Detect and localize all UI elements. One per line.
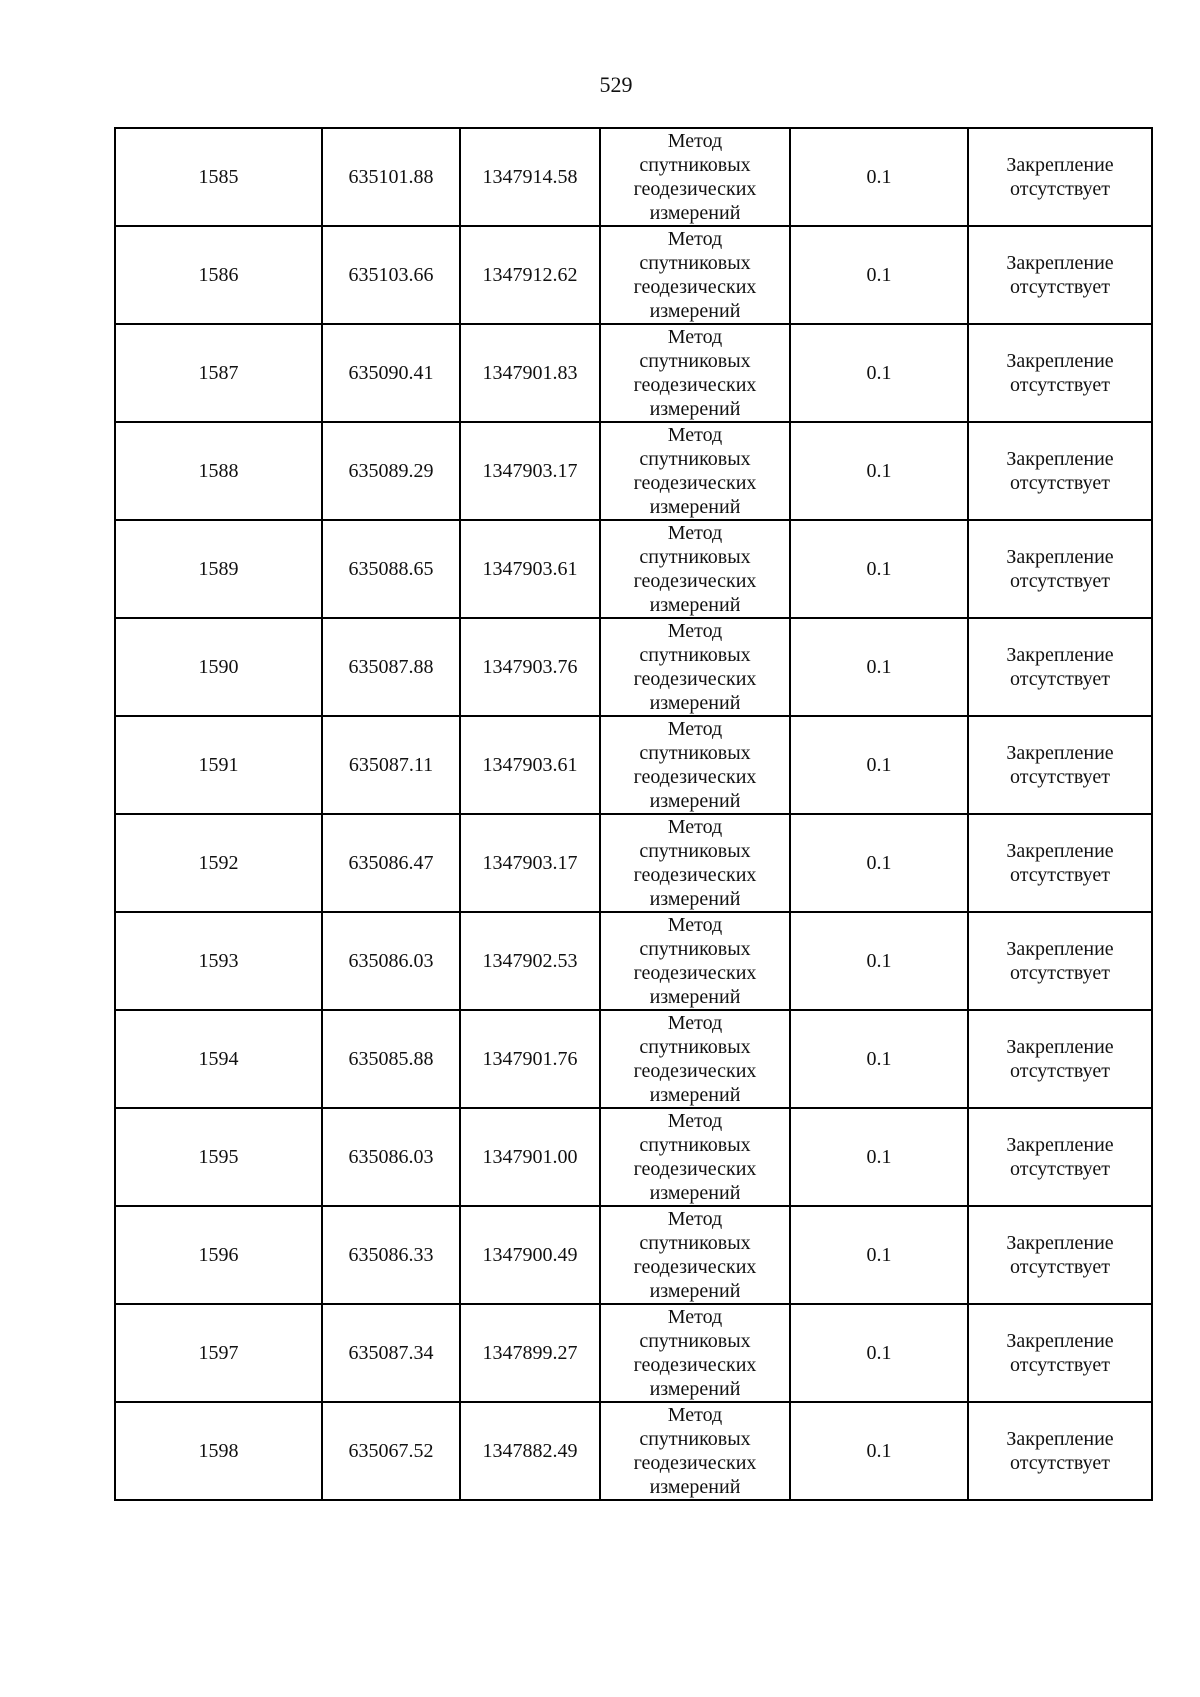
- method-cell: [600, 520, 790, 618]
- x-coordinate-cell: [322, 324, 460, 422]
- fixing-text: Закрепление отсутствует: [1006, 350, 1114, 396]
- method-text: Метод спутниковых геодезических измерений: [633, 424, 757, 518]
- fixing-text: Закрепление отсутствует: [1006, 840, 1114, 886]
- method-text: Метод спутниковых геодезических измерений: [633, 914, 757, 1008]
- y-coordinate-text: 1347903.61: [482, 754, 578, 776]
- x-coordinate-text: 635086.03: [348, 1146, 434, 1168]
- x-coordinate-cell: [322, 1304, 460, 1402]
- method-cell: [600, 422, 790, 520]
- point-number-cell: [115, 1402, 322, 1500]
- point-number-text: 1585: [198, 166, 239, 188]
- y-coordinate-cell: [460, 520, 600, 618]
- x-coordinate-text: 635087.11: [348, 754, 434, 776]
- y-coordinate-text: 1347903.61: [482, 558, 578, 580]
- point-number-cell: [115, 422, 322, 520]
- method-cell: [600, 716, 790, 814]
- point-number-text: 1592: [198, 852, 239, 874]
- point-number-cell: [115, 1304, 322, 1402]
- y-coordinate-text: 1347903.17: [482, 852, 578, 874]
- y-coordinate-cell: [460, 1304, 600, 1402]
- y-coordinate-cell: [460, 814, 600, 912]
- point-number-text: 1594: [198, 1048, 239, 1070]
- y-coordinate-text: 1347912.62: [482, 264, 578, 286]
- fixing-cell: [968, 1402, 1152, 1500]
- x-coordinate-cell: [322, 1402, 460, 1500]
- method-cell: [600, 618, 790, 716]
- point-number-cell: [115, 912, 322, 1010]
- table-row: [115, 128, 1152, 226]
- point-number-text: 1586: [198, 264, 239, 286]
- fixing-text: Закрепление отсутствует: [1006, 1330, 1114, 1376]
- accuracy-text: 0.1: [866, 1440, 892, 1462]
- point-number-cell: [115, 618, 322, 716]
- fixing-text: Закрепление отсутствует: [1006, 1134, 1114, 1180]
- point-number-cell: [115, 226, 322, 324]
- fixing-cell: [968, 324, 1152, 422]
- y-coordinate-text: 1347882.49: [482, 1440, 578, 1462]
- x-coordinate-cell: [322, 422, 460, 520]
- fixing-cell: [968, 618, 1152, 716]
- y-coordinate-text: 1347903.17: [482, 460, 578, 482]
- x-coordinate-cell: [322, 716, 460, 814]
- accuracy-cell: [790, 912, 968, 1010]
- x-coordinate-text: 635087.88: [348, 656, 434, 678]
- fixing-text: Закрепление отсутствует: [1006, 1232, 1114, 1278]
- fixing-text: Закрепление отсутствует: [1006, 1428, 1114, 1474]
- fixing-cell: [968, 1206, 1152, 1304]
- method-text: Метод спутниковых геодезических измерений: [633, 326, 757, 420]
- x-coordinate-text: 635101.88: [348, 166, 434, 188]
- y-coordinate-text: 1347914.58: [482, 166, 578, 188]
- x-coordinate-cell: [322, 814, 460, 912]
- table-row: [115, 912, 1152, 1010]
- method-cell: [600, 226, 790, 324]
- accuracy-cell: [790, 1304, 968, 1402]
- point-number-text: 1591: [198, 754, 239, 776]
- accuracy-text: 0.1: [866, 1342, 892, 1364]
- table-row: [115, 814, 1152, 912]
- x-coordinate-text: 635085.88: [348, 1048, 434, 1070]
- x-coordinate-cell: [322, 1010, 460, 1108]
- accuracy-text: 0.1: [866, 166, 892, 188]
- accuracy-cell: [790, 422, 968, 520]
- method-cell: [600, 324, 790, 422]
- y-coordinate-text: 1347901.83: [482, 362, 578, 384]
- fixing-text: Закрепление отсутствует: [1006, 938, 1114, 984]
- fixing-cell: [968, 226, 1152, 324]
- table-body: [115, 128, 1152, 1500]
- accuracy-text: 0.1: [866, 950, 892, 972]
- y-coordinate-cell: [460, 1206, 600, 1304]
- fixing-cell: [968, 1108, 1152, 1206]
- table-row: [115, 520, 1152, 618]
- y-coordinate-text: 1347901.76: [482, 1048, 578, 1070]
- fixing-cell: [968, 128, 1152, 226]
- method-text: Метод спутниковых геодезических измерений: [633, 1110, 757, 1204]
- accuracy-text: 0.1: [866, 754, 892, 776]
- point-number-cell: [115, 128, 322, 226]
- y-coordinate-cell: [460, 1010, 600, 1108]
- point-number-text: 1589: [198, 558, 239, 580]
- fixing-cell: [968, 1010, 1152, 1108]
- y-coordinate-cell: [460, 1108, 600, 1206]
- table-row: [115, 1206, 1152, 1304]
- x-coordinate-cell: [322, 1206, 460, 1304]
- coordinates-table: [114, 127, 1153, 1501]
- y-coordinate-cell: [460, 226, 600, 324]
- point-number-text: 1587: [198, 362, 239, 384]
- table-row: [115, 324, 1152, 422]
- y-coordinate-text: 1347899.27: [482, 1342, 578, 1364]
- x-coordinate-cell: [322, 226, 460, 324]
- x-coordinate-text: 635086.03: [348, 950, 434, 972]
- y-coordinate-cell: [460, 422, 600, 520]
- point-number-cell: [115, 520, 322, 618]
- y-coordinate-text: 1347903.76: [482, 656, 578, 678]
- fixing-cell: [968, 716, 1152, 814]
- fixing-text: Закрепление отсутствует: [1006, 154, 1114, 200]
- fixing-text: Закрепление отсутствует: [1006, 1036, 1114, 1082]
- y-coordinate-cell: [460, 912, 600, 1010]
- method-cell: [600, 1402, 790, 1500]
- accuracy-cell: [790, 1206, 968, 1304]
- method-text: Метод спутниковых геодезических измерений: [633, 1404, 757, 1498]
- accuracy-cell: [790, 814, 968, 912]
- point-number-cell: [115, 1010, 322, 1108]
- fixing-cell: [968, 422, 1152, 520]
- point-number-text: 1598: [198, 1440, 239, 1462]
- x-coordinate-text: 635087.34: [348, 1342, 434, 1364]
- fixing-text: Закрепление отсутствует: [1006, 252, 1114, 298]
- point-number-text: 1597: [198, 1342, 239, 1364]
- point-number-text: 1595: [198, 1146, 239, 1168]
- y-coordinate-text: 1347900.49: [482, 1244, 578, 1266]
- y-coordinate-cell: [460, 324, 600, 422]
- method-text: Метод спутниковых геодезических измерений: [633, 816, 757, 910]
- accuracy-text: 0.1: [866, 852, 892, 874]
- method-cell: [600, 912, 790, 1010]
- x-coordinate-cell: [322, 520, 460, 618]
- point-number-cell: [115, 1108, 322, 1206]
- method-cell: [600, 1108, 790, 1206]
- method-text: Метод спутниковых геодезических измерений: [633, 228, 757, 322]
- x-coordinate-text: 635086.47: [348, 852, 434, 874]
- y-coordinate-cell: [460, 1402, 600, 1500]
- point-number-text: 1588: [198, 460, 239, 482]
- table-row: [115, 422, 1152, 520]
- x-coordinate-cell: [322, 618, 460, 716]
- fixing-text: Закрепление отсутствует: [1006, 546, 1114, 592]
- y-coordinate-text: 1347902.53: [482, 950, 578, 972]
- point-number-text: 1596: [198, 1244, 239, 1266]
- fixing-cell: [968, 814, 1152, 912]
- x-coordinate-text: 635090.41: [348, 362, 434, 384]
- method-cell: [600, 1010, 790, 1108]
- y-coordinate-text: 1347901.00: [482, 1146, 578, 1168]
- table-row: [115, 716, 1152, 814]
- method-cell: [600, 128, 790, 226]
- fixing-text: Закрепление отсутствует: [1006, 644, 1114, 690]
- table-row: [115, 226, 1152, 324]
- accuracy-text: 0.1: [866, 264, 892, 286]
- accuracy-text: 0.1: [866, 1146, 892, 1168]
- accuracy-cell: [790, 226, 968, 324]
- method-text: Метод спутниковых геодезических измерений: [633, 620, 757, 714]
- accuracy-text: 0.1: [866, 1244, 892, 1266]
- accuracy-cell: [790, 1010, 968, 1108]
- accuracy-text: 0.1: [866, 558, 892, 580]
- accuracy-cell: [790, 1108, 968, 1206]
- y-coordinate-cell: [460, 618, 600, 716]
- point-number-cell: [115, 716, 322, 814]
- method-text: Метод спутниковых геодезических измерений: [633, 1306, 757, 1400]
- accuracy-text: 0.1: [866, 656, 892, 678]
- point-number-text: 1590: [198, 656, 239, 678]
- point-number-cell: [115, 814, 322, 912]
- fixing-text: Закрепление отсутствует: [1006, 742, 1114, 788]
- accuracy-cell: [790, 716, 968, 814]
- x-coordinate-cell: [322, 912, 460, 1010]
- table-row: [115, 618, 1152, 716]
- method-text: Метод спутниковых геодезических измерений: [633, 522, 757, 616]
- accuracy-cell: [790, 1402, 968, 1500]
- x-coordinate-cell: [322, 1108, 460, 1206]
- y-coordinate-cell: [460, 716, 600, 814]
- table-row: [115, 1010, 1152, 1108]
- page-number: 529: [599, 72, 633, 97]
- x-coordinate-text: 635088.65: [348, 558, 434, 580]
- point-number-text: 1593: [198, 950, 239, 972]
- fixing-text: Закрепление отсутствует: [1006, 448, 1114, 494]
- method-cell: [600, 814, 790, 912]
- accuracy-cell: [790, 618, 968, 716]
- accuracy-text: 0.1: [866, 1048, 892, 1070]
- fixing-cell: [968, 1304, 1152, 1402]
- table-row: [115, 1402, 1152, 1500]
- fixing-cell: [968, 912, 1152, 1010]
- x-coordinate-text: 635089.29: [348, 460, 434, 482]
- method-text: Метод спутниковых геодезических измерений: [633, 1208, 757, 1302]
- point-number-cell: [115, 324, 322, 422]
- method-text: Метод спутниковых геодезических измерений: [633, 1012, 757, 1106]
- x-coordinate-cell: [322, 128, 460, 226]
- x-coordinate-text: 635086.33: [348, 1244, 434, 1266]
- method-text: Метод спутниковых геодезических измерений: [633, 718, 757, 812]
- accuracy-cell: [790, 520, 968, 618]
- accuracy-text: 0.1: [866, 460, 892, 482]
- accuracy-text: 0.1: [866, 362, 892, 384]
- x-coordinate-text: 635067.52: [348, 1440, 434, 1462]
- fixing-cell: [968, 520, 1152, 618]
- method-cell: [600, 1206, 790, 1304]
- point-number-cell: [115, 1206, 322, 1304]
- table-row: [115, 1108, 1152, 1206]
- accuracy-cell: [790, 128, 968, 226]
- accuracy-cell: [790, 324, 968, 422]
- method-text: Метод спутниковых геодезических измерений: [633, 130, 757, 224]
- method-cell: [600, 1304, 790, 1402]
- table-row: [115, 1304, 1152, 1402]
- y-coordinate-cell: [460, 128, 600, 226]
- x-coordinate-text: 635103.66: [348, 264, 434, 286]
